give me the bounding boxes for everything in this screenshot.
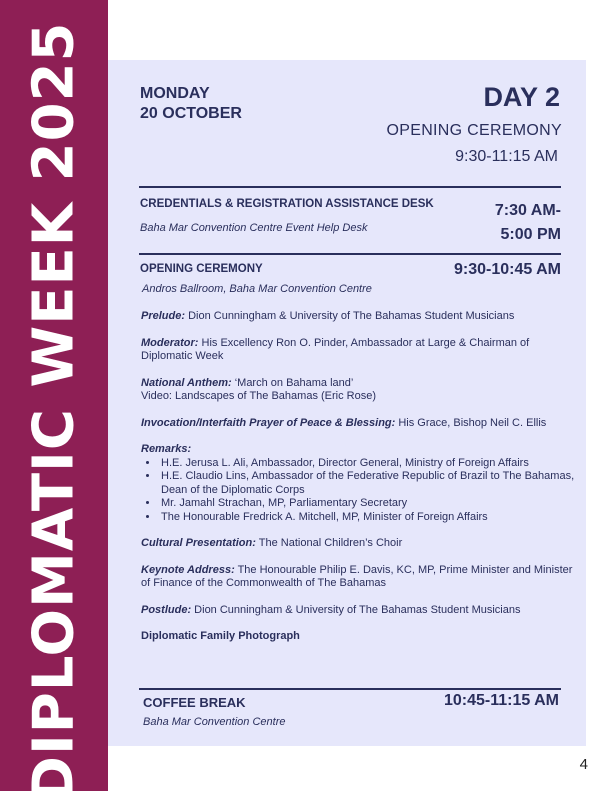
program-list [141, 310, 576, 644]
keynote-item [141, 564, 576, 591]
coffee-title: COFFEE BREAK [143, 695, 246, 710]
postlude-item [141, 604, 576, 618]
cultural-item [141, 537, 576, 551]
credentials-title: CREDENTIALS & REGISTRATION ASSISTANCE DESK [140, 198, 434, 210]
event-time: 9:30-11:15 AM [455, 148, 558, 165]
invocation-item [141, 417, 576, 431]
moderator-item [141, 337, 576, 364]
sidebar-banner [0, 0, 108, 803]
credentials-venue: Baha Mar Convention Centre Event Help Desk [140, 222, 368, 234]
invocation-text: His Grace, Bishop Neil C. Ellis [395, 416, 547, 429]
event-heading: OPENING CEREMONY [386, 122, 562, 139]
remarks-item: • The Honourable Fredrick A. Mitchell, MP, Minister of Foreign Affairs [159, 511, 576, 525]
remarks-item: • Mr. Jamahl Strachan, MP, Parliamentary Secretary [159, 497, 576, 511]
video-item: Video: Landscapes of The Bahamas (Eric Rose) [141, 390, 377, 402]
opening-time: 9:30-10:45 AM [453, 261, 561, 278]
weekday-label: MONDAY [140, 85, 210, 102]
prelude-label: Prelude: [141, 310, 186, 322]
remarks-item: • H.E. Claudio Lins, Ambassador of the Federative Republic of Brazil to The Bahamas, Dean of the Diplomatic Corps [159, 470, 576, 497]
sidebar-title: DIPLOMATIC WEEK 2025 [21, 21, 87, 803]
divider-top [139, 186, 561, 188]
coffee-time: 10:45-11:15 AM [443, 692, 559, 709]
anthem-label: National Anthem: [141, 376, 232, 389]
day-date [140, 84, 242, 124]
date-label: 20 OCTOBER [140, 105, 242, 122]
cultural-label: Cultural Presentation: [141, 537, 256, 549]
invocation-label: Invocation/Interfaith Prayer of Peace & Blessing: [141, 416, 396, 429]
moderator-label: Moderator: [141, 336, 199, 349]
keynote-label: Keynote Address: [141, 563, 235, 576]
opening-venue: Andros Ballroom, Baha Mar Convention Centre [142, 283, 372, 295]
moderator-text: His Excellency Ron O. Pinder, Ambassador at Large & Chairman of Diplomatic Week [141, 336, 530, 362]
divider-middle [139, 253, 561, 255]
credentials-time-end: 5:00 PM [500, 226, 561, 243]
keynote-text: The Honourable Philip E. Davis, KC, MP, Prime Minister and Minister of Finance of the Commonwealth of The Bahamas [141, 563, 573, 589]
remarks-item: • H.E. Jerusa L. Ali, Ambassador, Director General, Ministry of Foreign Affairs [159, 457, 576, 471]
postlude-label: Postlude: [141, 603, 192, 616]
remarks-list [141, 457, 576, 525]
page-number: 4 [579, 756, 588, 773]
anthem-text: ‘March on Bahama land’ [231, 376, 354, 389]
postlude-text: Dion Cunningham & University of The Bahamas Student Musicians [191, 603, 521, 616]
credentials-time [495, 199, 561, 247]
coffee-venue: Baha Mar Convention Centre [143, 716, 286, 728]
family-photograph-item: Diplomatic Family Photograph [141, 630, 300, 642]
opening-title: OPENING CEREMONY [140, 263, 263, 275]
cultural-text: The National Children’s Choir [255, 537, 403, 549]
prelude-text: Dion Cunningham & University of The Bahamas Student Musicians [185, 310, 515, 322]
credentials-time-start: 7:30 AM- [494, 202, 561, 219]
day-number-heading: DAY 2 [483, 82, 560, 112]
prelude-item [141, 310, 576, 324]
remarks-label: Remarks: [141, 443, 192, 455]
anthem-item [141, 377, 576, 391]
